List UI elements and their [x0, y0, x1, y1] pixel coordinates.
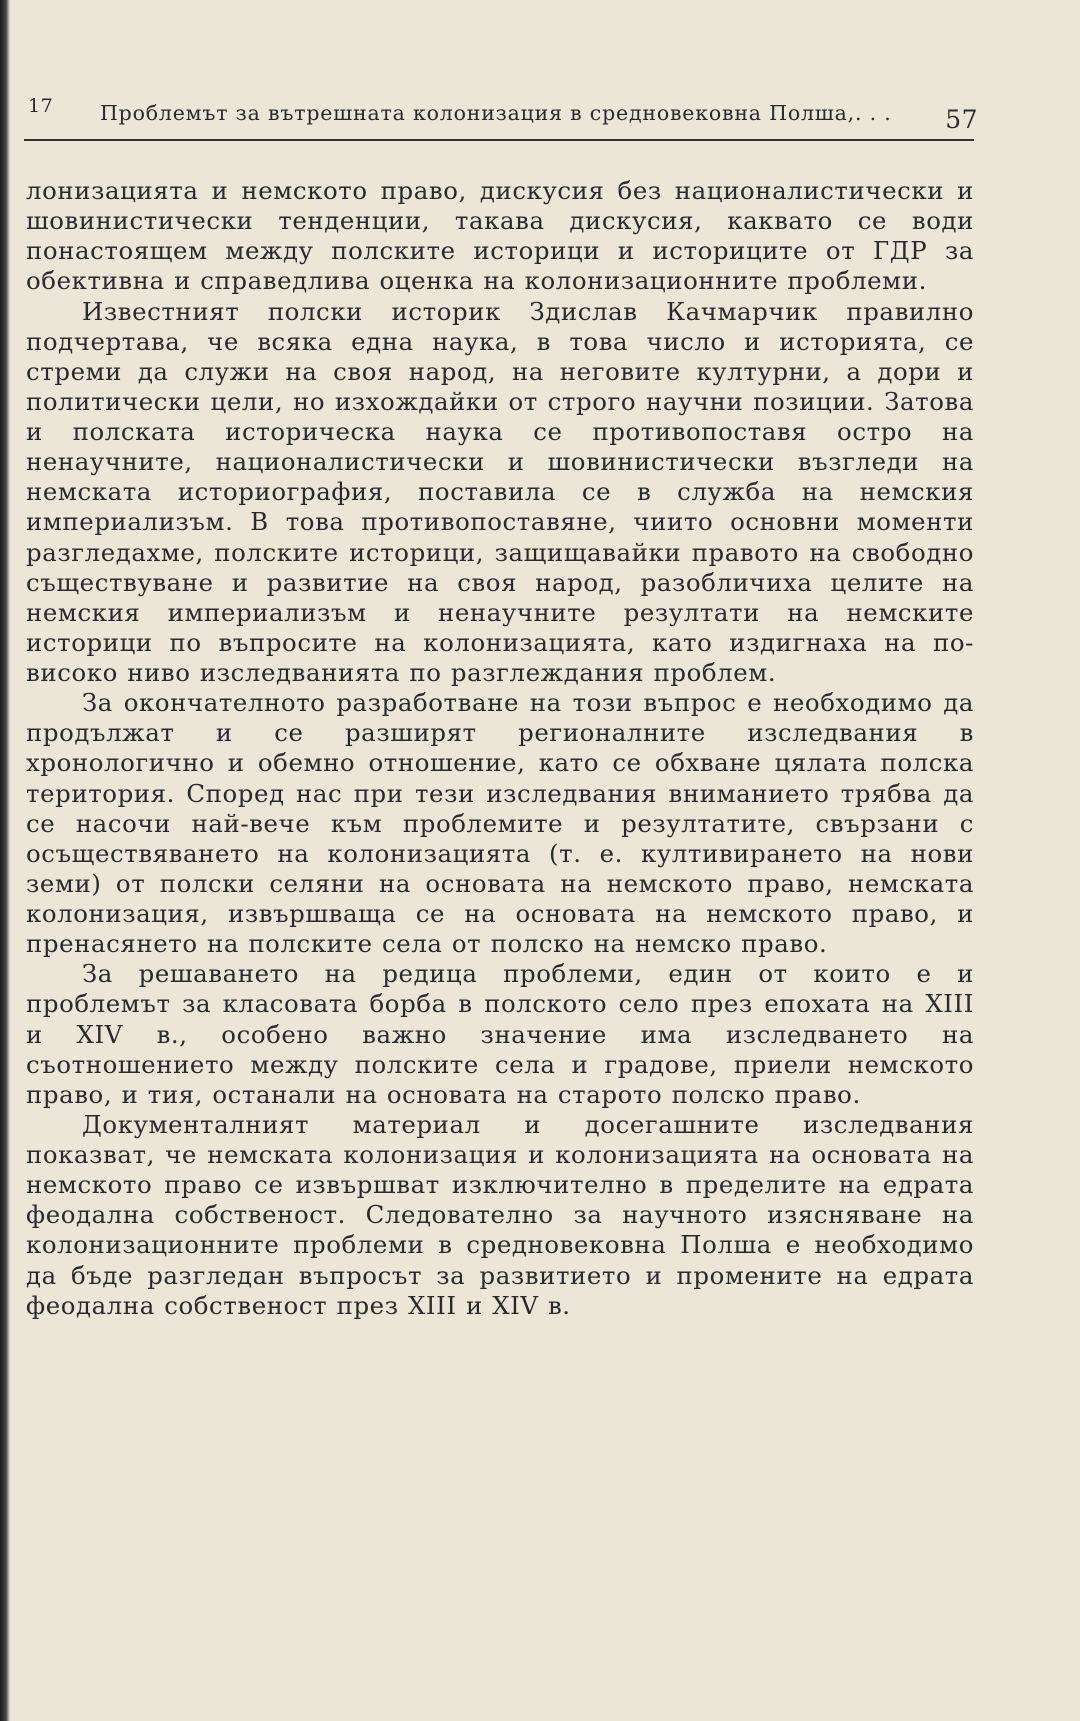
paragraph: За решаването на редица проблеми, един от които е и проблемът за класовата борба в полското село през епохата на XIII и XIV в., особено важно значение има изследването на съотношението между полските села и градове, приели немското право, и тия, останали на основата на старото полско право. [26, 959, 974, 1109]
paragraph: лонизацията и немското право, дискусия без националистически и шовинистически тенденции, такава дискусия, каквато се води понастоящем между полските историци и историците от ГДР за обективна и справедлива оценка на колонизационните проблеми. [26, 176, 974, 296]
paragraph: За окончателното разработване на този въпрос е необходимо да продължат и се разширят регионалните изследвания в хронологично и обемно отношение, като се обхване цялата полска територия. Според нас при тези изследвания вниманието трябва да се насочи най-вече към проблемите и резултатите, свързани с осъществяването на колонизацията (т. е. култивирането на нови земи) от полски селяни на основата на немското право, немската колонизация, извършваща се на основата на немското право, и пренасянето на полските села от полско на немско право. [26, 688, 974, 959]
page-header [28, 95, 978, 137]
page-number: 57 [945, 105, 978, 134]
signature-mark: 17 [28, 95, 54, 117]
running-title: Проблемът за вътрешната колонизация в средновековна Полша,. . . [100, 101, 892, 125]
body-text [26, 176, 974, 1321]
header-rule [24, 139, 974, 141]
paragraph: Известният полски историк Здислав Качмарчик правилно подчертава, че всяка една наука, в това число и историята, се стреми да служи на своя народ, на неговите културни, а дори и политически цели, но изхождайки от строго научни позиции. Затова и полската историческа наука се противопоставя остро на ненаучните, националистически и шовинистически възгледи на немската историография, поставила се в служба на немския империализъм. В това противопоставяне, чиито основни моменти разгледахме, полските историци, защищавайки правото на свободно съществуване и развитие на своя народ, разобличиха целите на немския империализъм и ненаучните резултати на немските историци по въпросите на колонизацията, като издигнаха на по-високо ниво изследванията по разглеждания проблем. [26, 296, 974, 687]
paragraph: Документалният материал и досегашните изследвания показват, че немската колонизация и колонизацията на основата на немското право се извършват изключително в пределите на едрата феодална собственост. Следователно за научното изясняване на колонизационните проблеми в средновековна Полша е необходимо да бъде разгледан въпросът за развитието и промените на едрата феодална собственост през XIII и XIV в. [26, 1109, 974, 1320]
binding-edge [0, 0, 10, 1721]
